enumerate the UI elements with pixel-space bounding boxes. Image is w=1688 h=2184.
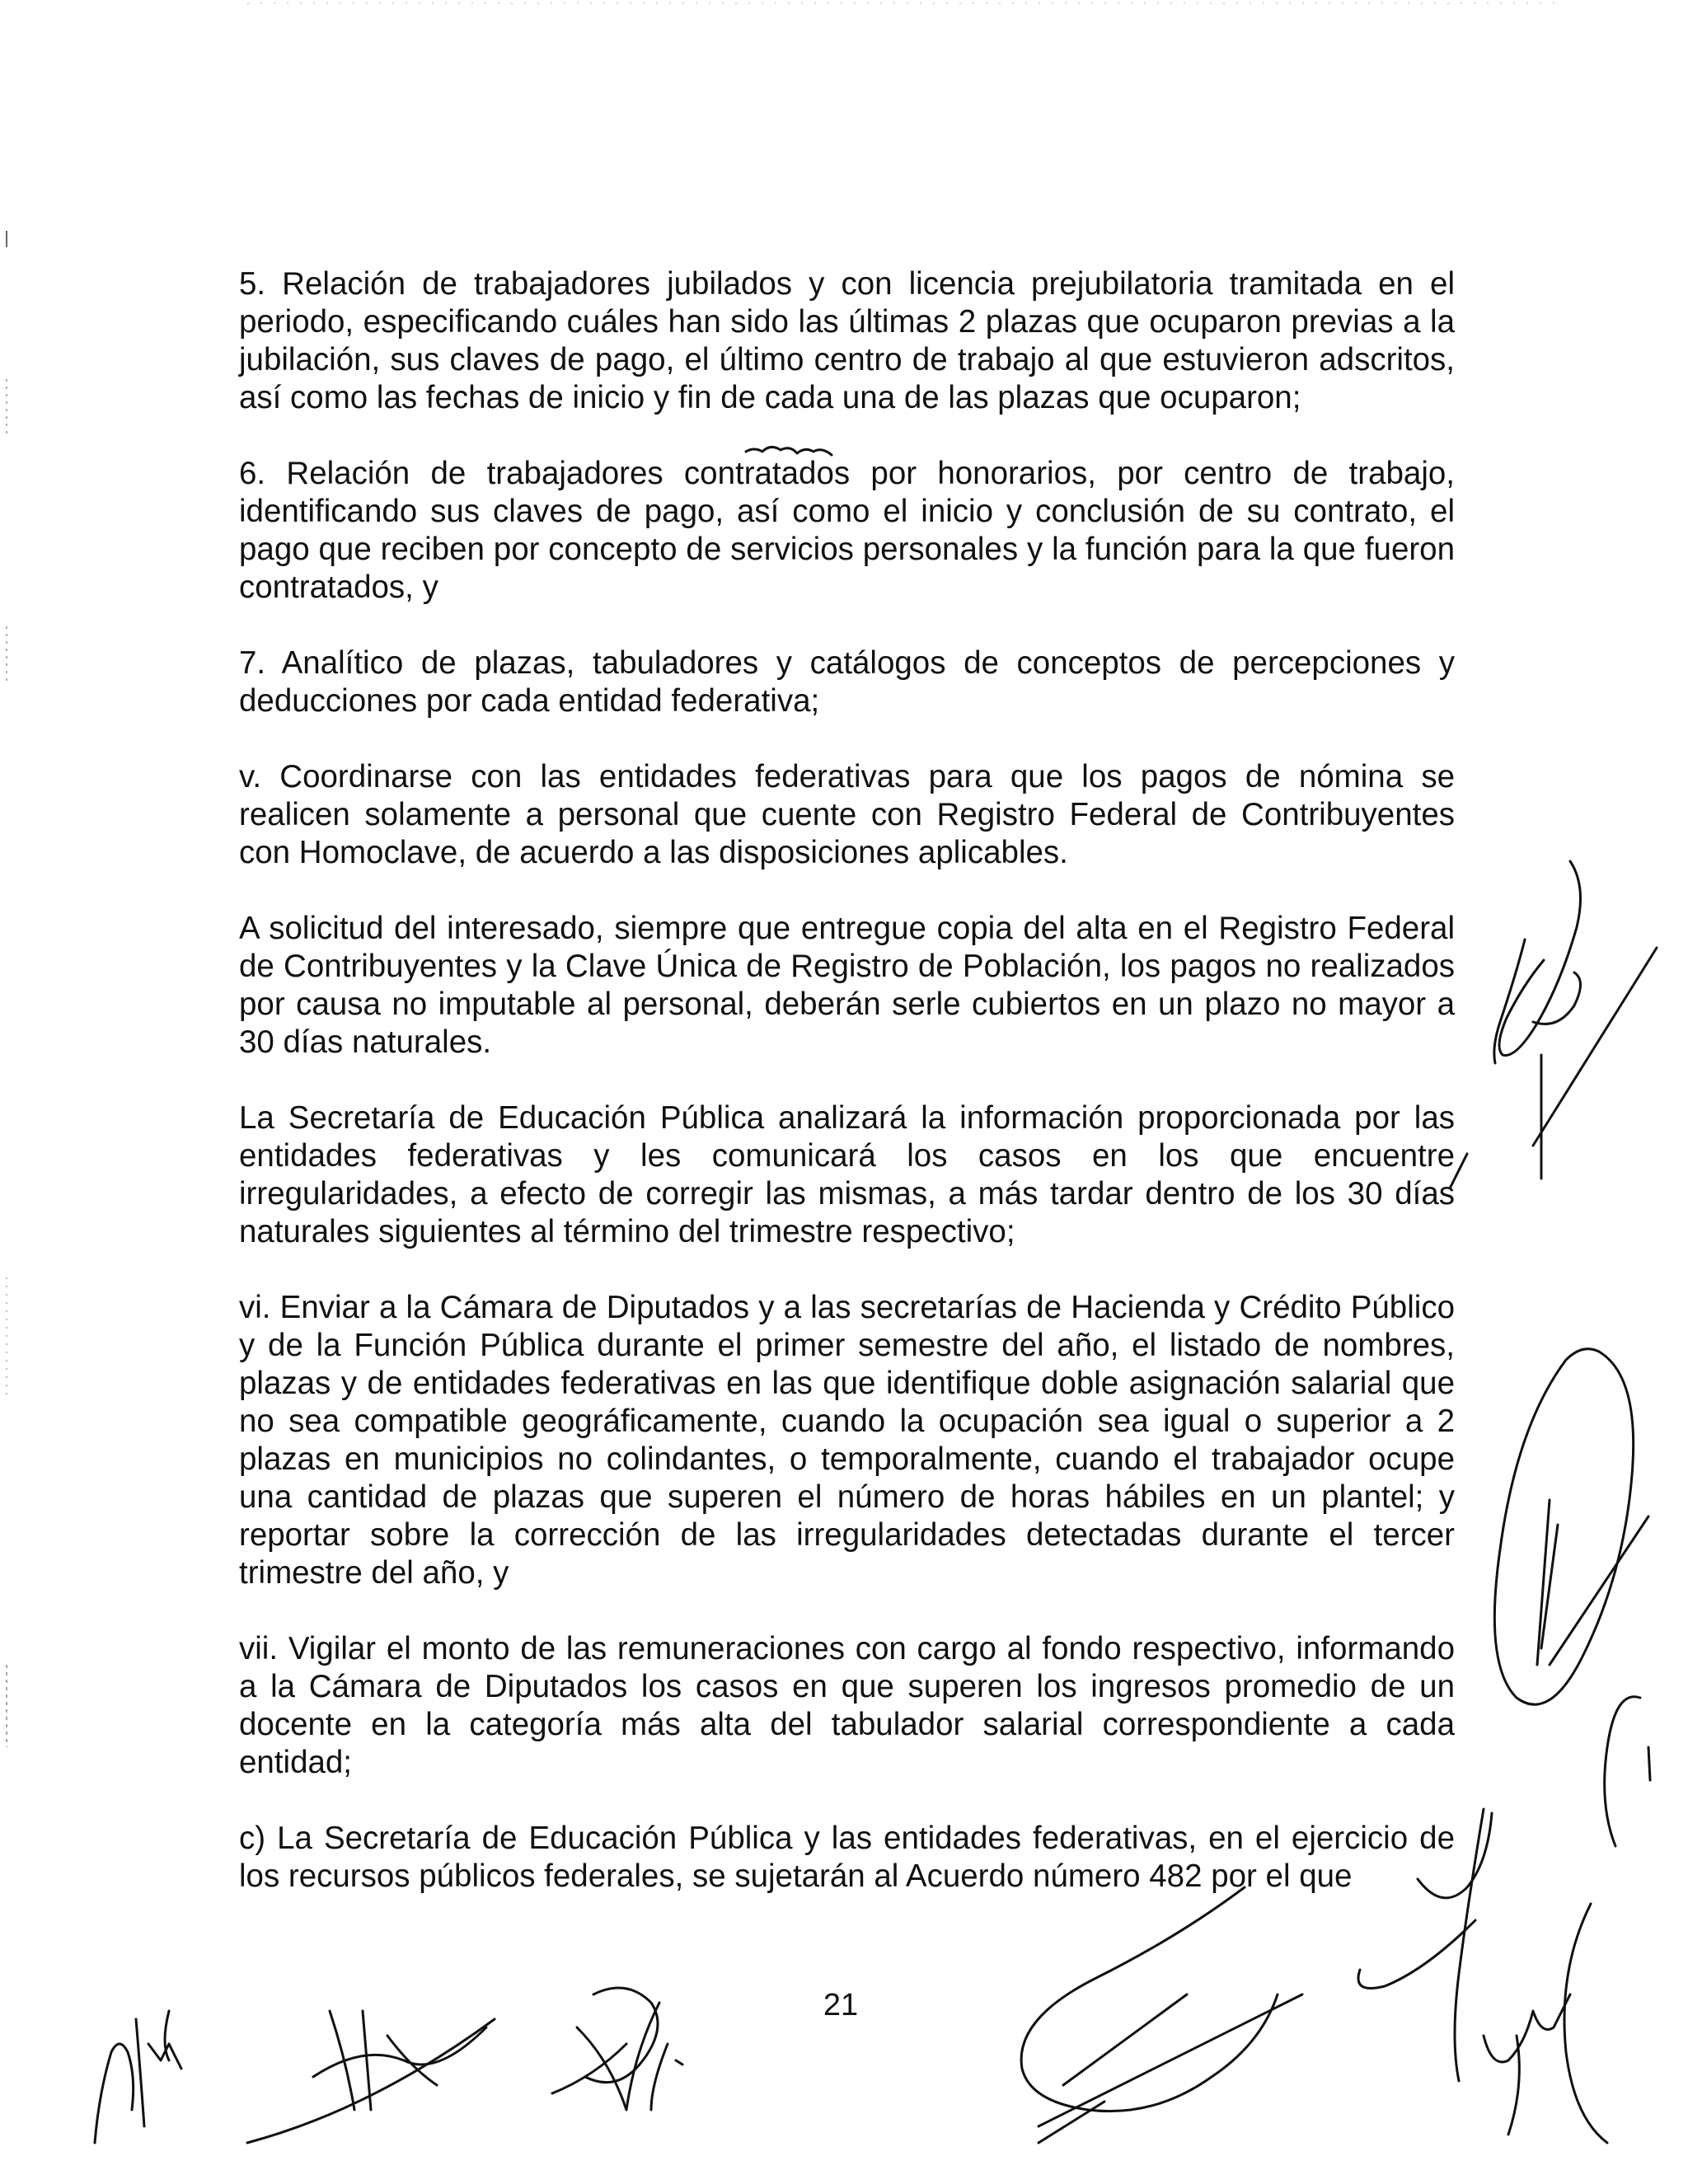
paragraph-sep-analisis: La Secretaría de Educación Pública analizará la información proporcionada por las entidades federativas y les comunicará los casos en los que encuentre irregularidades, a efecto de corregir las mismas, a más tardar dentro de los 30 días naturales siguientes al término del trimestre respectivo;: [239, 1100, 1455, 1249]
signature-right-3: [1605, 1697, 1650, 1846]
paragraph-item-6: 6. Relación de trabajadores contratados por honorarios, por centro de trabajo, identificando sus claves de pago, así como el inicio y conclusión de su contrato, el pago que reciben por concepto de servicios personales y la función para la que fueron contratados, y: [239, 456, 1455, 605]
signature-bottom-left-1: [95, 2011, 181, 2143]
paragraph-item-7: 7. Analítico de plazas, tabuladores y catálogos de conceptos de percepciones y deducciones por cada entidad federativa;: [239, 645, 1455, 719]
document-body: [239, 265, 1455, 1896]
paragraph-item-5: 5. Relación de trabajadores jubilados y con licencia prejubilatoria tramitada en el periodo, especificando cuáles han sido las últimas 2 plazas que ocuparon previas a la jubilación, sus claves de pago, el último centro de trabajo al que estuvieron adscritos, así como las fechas de inicio y fin de cada una de las plazas que ocuparon;: [239, 266, 1455, 415]
signature-bottom-left-3: [552, 1988, 682, 2110]
paragraph-section-vii: vii. Vigilar el monto de las remuneraciones con cargo al fondo respectivo, informando a la Cámara de Diputados los casos en que superen los ingresos promedio de un docente en la categoría más alta del tabulador salarial correspondiente a cada entidad;: [239, 1631, 1455, 1780]
paragraph-solicitud: A solicitud del interesado, siempre que entregue copia del alta en el Registro Federal de Contribuyentes y la Clave Única de Registro de Población, los pagos no realizados por causa no imputable al personal, deberán serle cubiertos en un plazo no mayor a 30 días naturales.: [239, 911, 1455, 1060]
signature-corner: [1484, 1904, 1607, 2143]
signature-right-1: [1451, 861, 1657, 1187]
signature-right-2: [1494, 1349, 1648, 1705]
paragraph-section-v: v. Coordinarse con las entidades federativas para que los pagos de nómina se realicen solamente a personal que cuente con Registro Federal de Contribuyentes con Homoclave, de acuerdo a las disposiciones aplicables.: [239, 759, 1455, 870]
paragraph-section-vi: vi. Enviar a la Cámara de Diputados y a las secretarías de Hacienda y Crédito Público y de la Función Pública durante el primer semestre del año, el listado de nombres, plazas y de entidades federativas en las que identifique doble asignación salarial que no sea compatible geográficamente, cuando la ocupación sea igual o superior a 2 plazas en municipios no colindantes, o temporalmente, cuando el trabajador ocupe una cantidad de plazas que superen el número de horas hábiles en un plantel; y reportar sobre la corrección de las irregularidades detectadas durante el tercer trimestre del año, y: [239, 1290, 1455, 1591]
paragraph-section-c: c) La Secretaría de Educación Pública y las entidades federativas, en el ejercicio de los recursos públicos federales, se sujetarán al Acuerdo número 482 por el que: [239, 1821, 1455, 1894]
page-number: 21: [823, 1988, 859, 2022]
signature-bottom-left-2: [247, 2011, 495, 2143]
